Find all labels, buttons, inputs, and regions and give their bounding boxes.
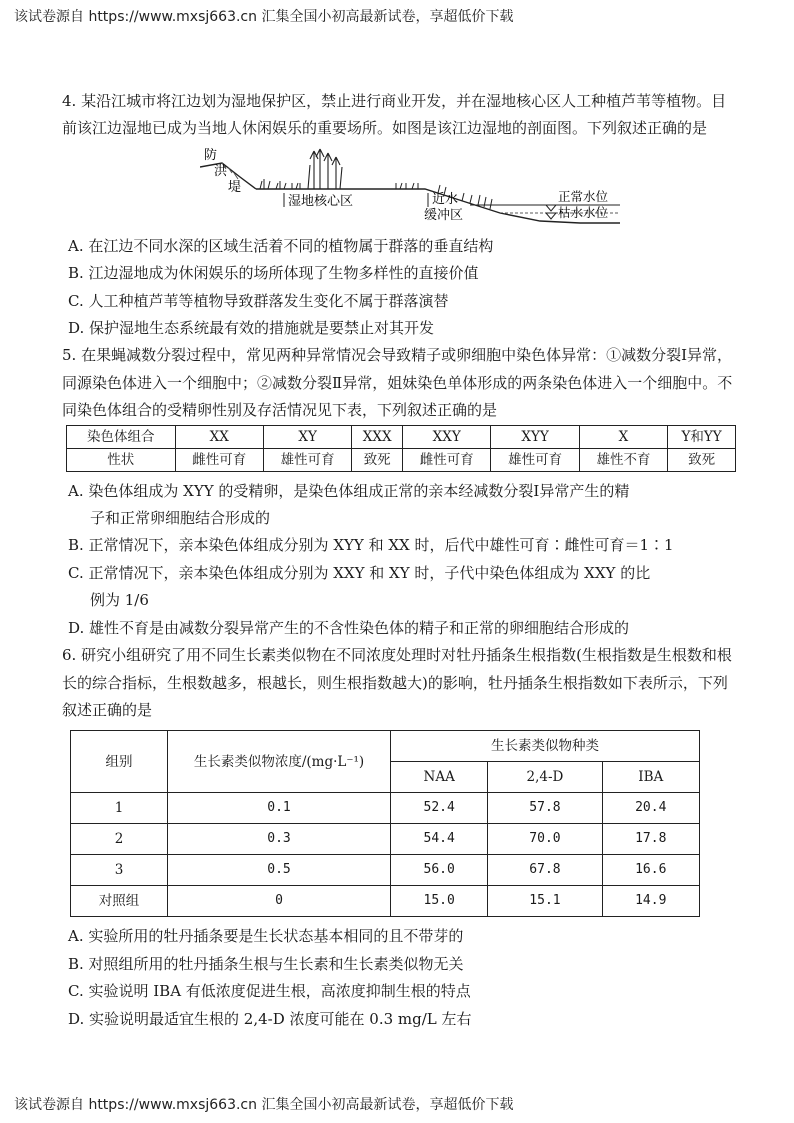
table-cell: 1 xyxy=(71,793,168,824)
exam-content xyxy=(62,88,738,1033)
question-5-option-a xyxy=(62,478,738,533)
table-cell: 15.1 xyxy=(488,886,602,917)
table-cell: 15.0 xyxy=(391,886,488,917)
chromosome-table xyxy=(66,425,736,472)
header-24d: 2,4-D xyxy=(488,762,602,793)
normal-level-symbol xyxy=(546,205,556,211)
table-cell: 20.4 xyxy=(602,793,699,824)
question-6-option-a: A. 实验所用的牡丹插条要是生长状态基本相同的且不带芽的 xyxy=(68,927,464,946)
question-6-option-b: B. 对照组所用的牡丹插条生根与生长素和生长素类似物无关 xyxy=(68,954,464,973)
table-cell: 52.4 xyxy=(391,793,488,824)
table-row xyxy=(71,824,700,855)
table-cell: 0.3 xyxy=(168,824,391,855)
question-5-option-c xyxy=(62,560,738,615)
table-cell: XYY xyxy=(491,425,579,448)
label-dike-1: 防 xyxy=(204,147,218,163)
table-cell: 雄性可育 xyxy=(491,448,579,471)
table-cell: 0.1 xyxy=(168,793,391,824)
table-cell: 雌性可育 xyxy=(175,448,263,471)
wetland-profile-diagram xyxy=(200,145,620,227)
table-cell: Y和YY xyxy=(668,425,736,448)
header-concentration: 生长素类似物浓度/(mg·L⁻¹) xyxy=(168,731,391,793)
header-kind: 生长素类似物种类 xyxy=(391,731,700,762)
question-4 xyxy=(62,88,738,342)
table-row-header: 性状 xyxy=(67,448,176,471)
label-buffer-1: 近水 xyxy=(432,191,459,207)
table-cell: 3 xyxy=(71,855,168,886)
question-4-option-c: C. 人工种植芦苇等植物导致群落发生变化不属于群落演替 xyxy=(68,291,449,310)
table-cell: XY xyxy=(263,425,351,448)
table-cell: 56.0 xyxy=(391,855,488,886)
table-cell: 对照组 xyxy=(71,886,168,917)
reeds xyxy=(308,149,342,189)
table-cell: 67.8 xyxy=(488,855,602,886)
table-cell: XX xyxy=(175,425,263,448)
table-cell: 54.4 xyxy=(391,824,488,855)
question-5-stem: 5. 在果蝇减数分裂过程中，常见两种异常情况会导致精子或卵细胞中染色体异常：①减数分裂Ⅰ异常，同源染色体进入一个细胞中；②减数分裂Ⅱ异常，姐妹染色单体形成的两条染色体进入一个细胞中。不同染色体组合的受精卵性别及存活情况见下表，下列叙述正确的是 xyxy=(62,346,733,420)
question-6-stem: 6. 研究小组研究了用不同生长素类似物在不同浓度处理时对牡丹插条生根指数(生根指数是生根数和根长的综合指标，生根数越多，根越长，则生根指数越大)的影响，牡丹插条生根指数如下表所示，下列叙述正确的是 xyxy=(62,646,732,719)
label-dike-2: 洪 xyxy=(214,163,228,179)
label-core-zone: 湿地核心区 xyxy=(288,193,354,209)
table-cell: 致死 xyxy=(668,448,736,471)
table-row xyxy=(71,731,700,762)
table-cell: 雌性可育 xyxy=(403,448,491,471)
header-naa: NAA xyxy=(391,762,488,793)
table-cell: 57.8 xyxy=(488,793,602,824)
table-cell: 雄性不育 xyxy=(579,448,667,471)
table-cell: 0 xyxy=(168,886,391,917)
table-row xyxy=(71,793,700,824)
label-normal-water: 正常水位 xyxy=(558,188,609,204)
question-4-stem: 4. 某沿江城市将江边划为湿地保护区，禁止进行商业开发，并在湿地核心区人工种植芦苇等植物。目前该江边湿地已成为当地人休闲娱乐的重要场所。如图是该江边湿地的剖面图。下列叙述正确的是 xyxy=(62,92,727,138)
question-4-option-a: A. 在江边不同水深的区域生活着不同的植物属于群落的垂直结构 xyxy=(68,236,494,255)
question-6-option-c: C. 实验说明 IBA 有低浓度促进生根，高浓度抑制生根的特点 xyxy=(68,982,471,1001)
question-5-option-b: B. 正常情况下，亲本染色体组成分别为 XYY 和 XX 时，后代中雄性可育∶雌性可育＝1∶1 xyxy=(68,536,674,555)
header-banner: 该试卷源自 https://www.mxsj663.cn 汇集全国小初高最新试卷，享超低价下载 xyxy=(14,9,514,25)
table-cell: 2 xyxy=(71,824,168,855)
question-5 xyxy=(62,342,738,642)
footer-banner: 该试卷源自 https://www.mxsj663.cn 汇集全国小初高最新试卷，享超低价下载 xyxy=(14,1097,514,1113)
table-row xyxy=(67,448,736,471)
table-row xyxy=(67,425,736,448)
question-5-option-a-line2: 子和正常卵细胞结合形成的 xyxy=(90,509,271,528)
label-buffer-2: 缓冲区 xyxy=(424,207,464,223)
question-4-option-d: D. 保护湿地生态系统最有效的措施就是要禁止对其开发 xyxy=(68,319,435,338)
header-iba: IBA xyxy=(602,762,699,793)
question-6 xyxy=(62,642,738,1033)
dry-level-symbol xyxy=(546,213,556,219)
table-cell: 14.9 xyxy=(602,886,699,917)
label-dike-3: 堤 xyxy=(228,179,242,195)
table-row-header: 染色体组合 xyxy=(67,425,176,448)
question-5-option-d: D. 雄性不育是由减数分裂异常产生的不含性染色体的精子和正常的卵细胞结合形成的 xyxy=(68,618,630,637)
question-5-option-c-line2: 例为 1/6 xyxy=(90,591,149,610)
rooting-index-table xyxy=(70,730,700,917)
table-cell: XXX xyxy=(352,425,403,448)
question-5-option-a-line1: A. 染色体组成为 XYY 的受精卵，是染色体组成正常的亲本经减数分裂Ⅰ异常产生的精 xyxy=(68,481,630,500)
header-group: 组别 xyxy=(71,731,168,793)
table-cell: X xyxy=(579,425,667,448)
question-6-option-d: D. 实验说明最适宜生根的 2,4-D 浓度可能在 0.3 mg/L 左右 xyxy=(68,1009,472,1028)
label-dry-water: 枯水水位 xyxy=(558,204,609,220)
table-cell: 雄性可育 xyxy=(263,448,351,471)
table-cell: XXY xyxy=(403,425,491,448)
table-cell: 16.6 xyxy=(602,855,699,886)
table-row xyxy=(71,855,700,886)
table-row xyxy=(71,886,700,917)
question-4-option-b: B. 江边湿地成为休闲娱乐的场所体现了生物多样性的直接价值 xyxy=(68,264,479,283)
table-cell: 17.8 xyxy=(602,824,699,855)
table-cell: 70.0 xyxy=(488,824,602,855)
wetland-profile-figure xyxy=(62,145,738,227)
question-5-option-c-line1: C. 正常情况下，亲本染色体组成分别为 XXY 和 XY 时，子代中染色体组成为 XXY 的比 xyxy=(68,563,651,582)
table-cell: 0.5 xyxy=(168,855,391,886)
table-cell: 致死 xyxy=(352,448,403,471)
